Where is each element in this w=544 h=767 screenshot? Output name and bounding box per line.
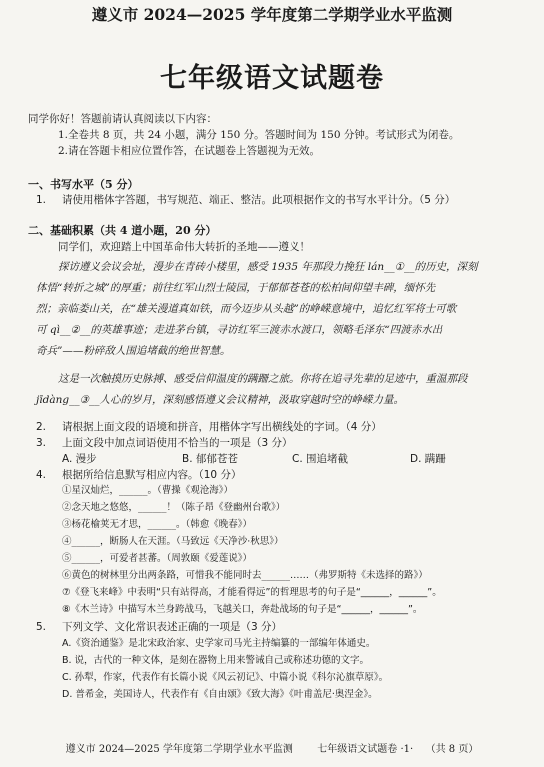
q4-item-7: ⑦《登飞来峰》中表明“只有站得高，才能看得远”的哲理思考的句子是“______，______”。 (62, 587, 442, 598)
passage-line-1: 探访遵义会议会址，漫步在青砖小楼里，感受 1935 年那段力挽狂 lán__①__的历史，深刻 (58, 261, 478, 273)
section2-heading: 二、基础积累（共 4 道小题，20 分） (28, 224, 217, 237)
q2-text: 请根据上面文段的语境和拼音，用楷体字写出横线处的字词。（4 分） (62, 421, 382, 433)
q4-number: 4. (36, 469, 47, 481)
q4-item-6: ⑥黄色的树林里分出两条路，可惜我不能同时去______……（弗罗斯特《未选择的路》） (62, 570, 428, 581)
q3-option-c: C. 围追堵截 (292, 453, 349, 465)
q3-option-a: A. 漫步 (62, 453, 97, 465)
footer-paper-name: 七年级语文试题卷 (317, 744, 398, 755)
q4-text: 根据所给信息默写相应内容。（10 分） (62, 469, 242, 481)
q1-text: 请使用楷体字答题，书写规范、端正、整洁。此项根据作文的书写水平计分。（5 分） (62, 194, 456, 206)
q3-option-b: B. 郁郁苍苍 (182, 453, 238, 465)
q5-option-b: B. 说，古代的一种文体，是刻在器物上用来警诫自己或称述功德的文字。 (62, 655, 370, 666)
q3-option-d: D. 蹒跚 (410, 453, 446, 465)
q2-number: 2. (36, 421, 47, 433)
q5-option-d: D. 普希金，美国诗人，代表作有《自由颂》《致大海》《叶甫盖尼·奥涅金》。 (62, 689, 378, 700)
q4-item-2: ②念天地之悠悠，______！（陈子昂《登幽州台歌》） (62, 502, 286, 513)
passage-line-4: 可 qì__②__的英雄事迹；走进茅台镇，寻访红军三渡赤水渡口，领略毛泽东“四渡赤水出 (36, 324, 443, 336)
page-footer (0, 743, 544, 757)
q4-item-5: ⑤______，可爱者甚蕃。（周敦颐《爱莲说》） (62, 553, 253, 564)
section1-heading: 一、书写水平（5 分） (28, 178, 139, 191)
footer-exam-name: 遵义市 2024—2025 学年度第二学期学业水平监测 (65, 744, 293, 755)
q3-number: 3. (36, 437, 47, 449)
footer-total-pages: （共 8 页） (425, 744, 479, 755)
q1-number: 1. (36, 194, 47, 206)
q3-text: 上面文段中加点词语使用不恰当的一项是（3 分） (62, 437, 293, 449)
q4-item-4: ④______，断肠人在天涯。（马致远《天净沙·秋思》） (62, 536, 284, 547)
passage-line-2: 体悟“转折之城”的厚重；前往红军山烈士陵园，于郁郁苍苍的松柏间仰望丰碑，缅怀先 (36, 282, 436, 294)
q4-item-1: ①星汉灿烂，______。（曹操《观沧海》） (62, 485, 234, 496)
q4-item-3: ③杨花榆荚无才思，______。（韩愈《晚春》） (62, 519, 253, 530)
passage-opening: 同学们，欢迎踏上中国革命伟大转折的圣地——遵义！ (58, 241, 310, 253)
q5-option-c: C. 孙犁，作家，代表作有长篇小说《风云初记》、中篇小说《科尔沁旗草原》。 (62, 672, 389, 683)
passage-line-5: 奇兵”——粉碎敌人围追堵截的绝世智慧。 (36, 345, 231, 357)
intro-rule-1: 1.全卷共 8 页，共 24 小题，满分 150 分。答题时间为 150 分钟。考试形式为闭卷。 (58, 129, 460, 141)
q5-option-a: A.《资治通鉴》是北宋政治家、史学家司马光主持编纂的一部编年体通史。 (62, 638, 376, 649)
exam-title: 遵义市 2024—2025 学年度第二学期学业水平监测 (91, 5, 453, 24)
passage-line-7: jīdàng__③__人心的岁月，深刻感悟遵义会议精神，汲取穿越时空的峥嵘力量。 (36, 394, 404, 406)
footer-page-number: ·1· (400, 744, 414, 755)
paper-title: 七年级语文试题卷 (160, 63, 384, 94)
q5-number: 5. (36, 621, 47, 633)
passage-line-6: 这是一次触摸历史脉搏、感受信仰温度的蹒跚之旅。你将在追寻先辈的足迹中，重温那段 (58, 373, 468, 385)
intro-greeting: 同学你好！答题前请认真阅读以下内容： (28, 113, 217, 125)
passage-line-3: 烈；亲临娄山关，在“雄关漫道真如铁，而今迈步从头越”的峥嵘意境中，追忆红军将士可歌 (36, 303, 457, 315)
q5-text: 下列文学、文化常识表述正确的一项是（3 分） (62, 621, 283, 633)
intro-rule-2: 2.请在答题卡相应位置作答，在试题卷上答题视为无效。 (58, 145, 321, 157)
q4-item-8: ⑧《木兰诗》中描写木兰身跨战马，飞越关口，奔赴战场的句子是“______，______”。 (62, 604, 423, 615)
